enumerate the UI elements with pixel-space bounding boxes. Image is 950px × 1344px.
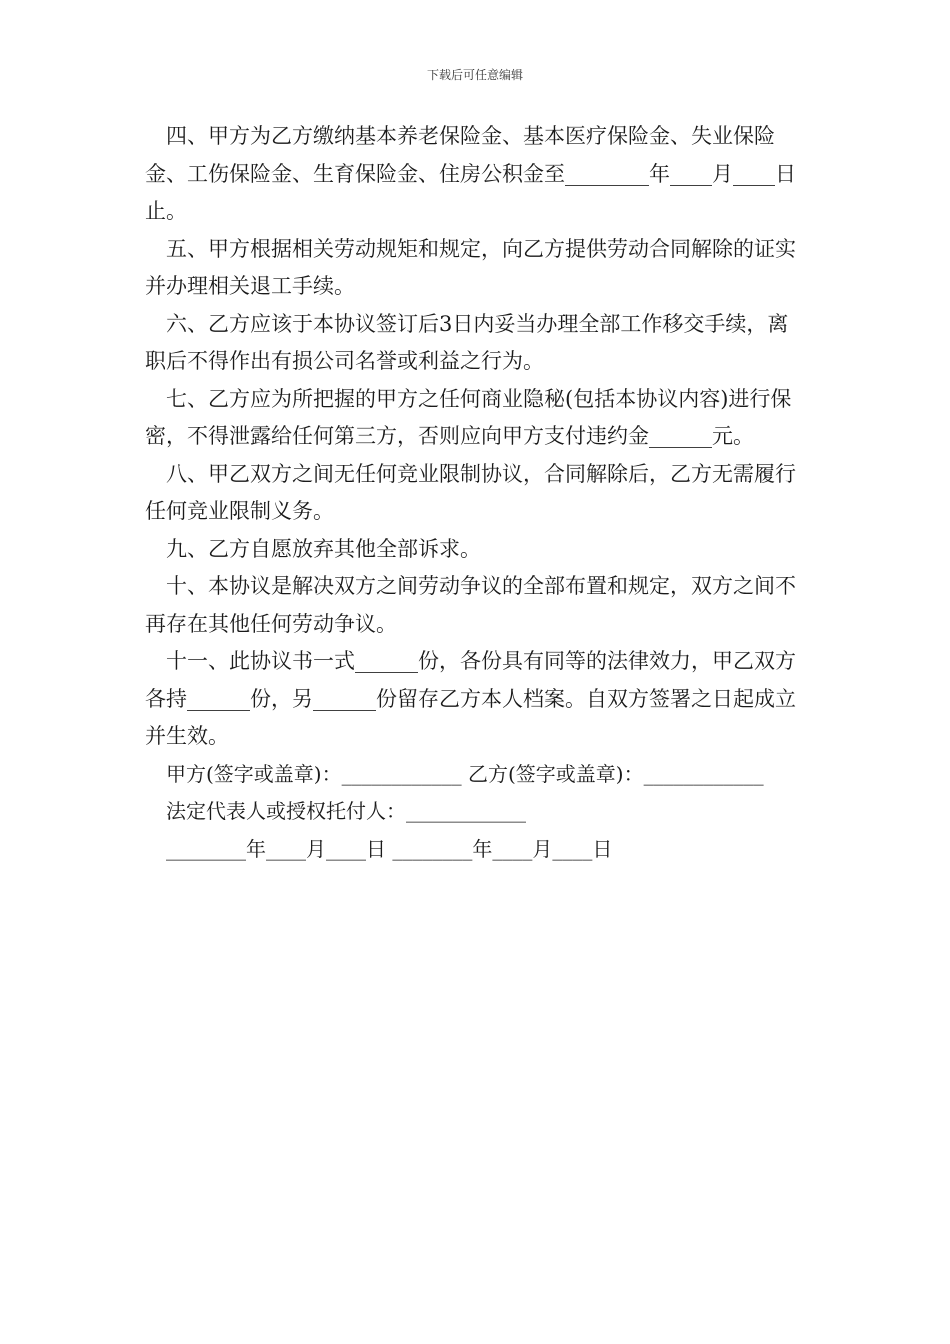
page-header: 下载后可任意编辑 xyxy=(426,68,523,82)
clause-5: 五、甲方根据相关劳动规矩和规定，向乙方提供劳动合同解除的证实并办理相关退工手续。 xyxy=(145,236,796,298)
signature-date-line: ________年____月____日 ________年____月____日 xyxy=(166,836,613,861)
clause-7: 七、乙方应为所把握的甲方之任何商业隐秘(包括本协议内容)进行保密，不得泄露给任何第三方，否则应向甲方支付违约金______元。 xyxy=(145,386,792,448)
clause-6: 六、乙方应该于本协议签订后3日内妥当办理全部工作移交手续，离职后不得作出有损公司名誉或利益之行为。 xyxy=(145,311,789,373)
clause-10: 十、本协议是解决双方之间劳动争议的全部布置和规定，双方之间不再存在其他任何劳动争议。 xyxy=(145,574,796,636)
document-body xyxy=(145,118,807,868)
signature-representative-line: 法定代表人或授权托付人：____________ xyxy=(166,799,526,823)
clause-9: 九、乙方自愿放弃其他全部诉求。 xyxy=(166,536,481,561)
signature-parties-line: 甲方(签字或盖章)：____________ 乙方(签字或盖章)：____________ xyxy=(166,761,764,786)
clause-11: 十一、此协议书一式______份，各份具有同等的法律效力，甲乙双方各持______份，另______份留存乙方本人档案。自双方签署之日起成立并生效。 xyxy=(145,649,796,748)
clause-4: 四、甲方为乙方缴纳基本养老保险金、基本医疗保险金、失业保险金、工伤保险金、生育保险金、住房公积金至________年____月____日止。 xyxy=(145,124,796,223)
clause-8: 八、甲乙双方之间无任何竞业限制协议，合同解除后，乙方无需履行任何竞业限制义务。 xyxy=(145,461,796,523)
